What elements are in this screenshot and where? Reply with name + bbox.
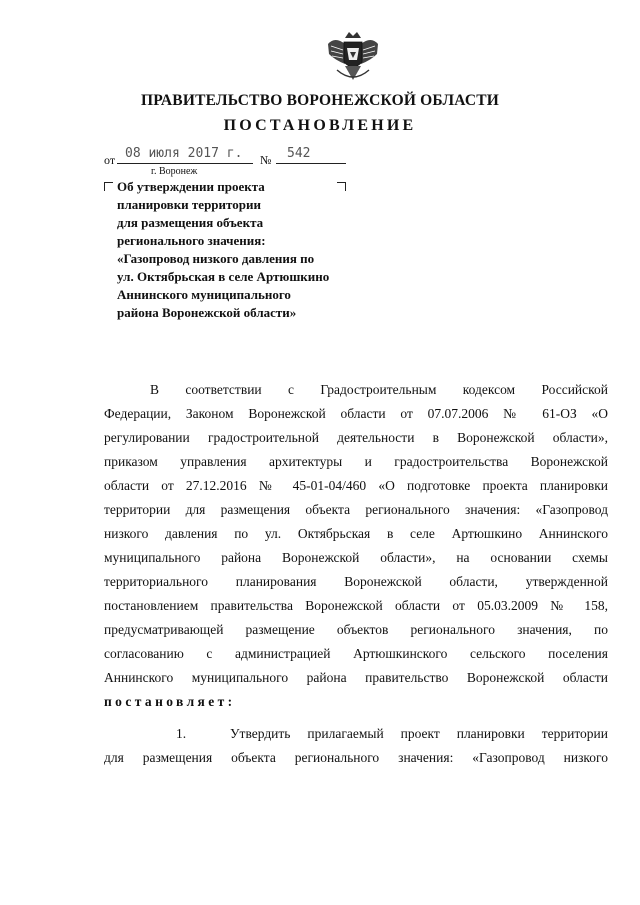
coat-of-arms-emblem (323, 30, 383, 84)
body-line: муниципального района Воронежской области», на основании схемы (104, 550, 608, 565)
subject-line: «Газопровод низкого давления по (117, 251, 315, 266)
document-date: 08 июля 2017 г. (125, 146, 243, 161)
document-type: ПОСТАНОВЛЕНИЕ (223, 117, 417, 134)
body-line: области от 27.12.2016 № 45-01-04/460 «О подготовке проекта планировки (104, 478, 608, 493)
subject-line: Об утверждении проекта (117, 179, 265, 194)
body-line: регулировании градостроительной деятельности в Воронежской области», (104, 430, 608, 445)
decree-word: постановляет: (104, 694, 236, 709)
subject-line: для размещения объекта (117, 215, 264, 230)
item-1-line: для размещения объекта регионального значения: «Газопровод низкого (104, 750, 608, 765)
item-number: 1. (176, 726, 187, 741)
body-line: согласованию с администрацией Артюшкинского сельского поселения (104, 646, 608, 661)
city-label: г. Воронеж (151, 166, 198, 177)
body-line: территориального планирования Воронежской области, утвержденной (104, 574, 608, 589)
document-subject (117, 178, 377, 322)
date-prefix: от (104, 153, 116, 167)
subject-line: ул. Октябрьская в селе Артюшкино (117, 269, 330, 284)
number-underline (276, 163, 346, 164)
body-line: В соответствии с Градостроительным кодексом Российской (150, 382, 608, 397)
number-prefix: № (260, 153, 272, 167)
date-underline (117, 163, 253, 164)
government-name: ПРАВИТЕЛЬСТВО ВОРОНЕЖСКОЙ ОБЛАСТИ (140, 92, 500, 109)
corner-mark-left (104, 182, 113, 191)
body-line: постановлением правительства Воронежской области от 05.03.2009 № 158, (104, 598, 608, 613)
body-line: Аннинского муниципального района правительство Воронежской области (104, 670, 608, 685)
subject-line: района Воронежской области» (117, 305, 297, 320)
subject-line: Аннинского муниципального (117, 287, 291, 302)
subject-line: планировки территории (117, 197, 261, 212)
body-line: Федерации, Законом Воронежской области от 07.07.2006 № 61-ОЗ «О (104, 406, 608, 421)
body-line: территории для размещения объекта регионального значения: «Газопровод (104, 502, 608, 517)
document-number: 542 (287, 146, 311, 161)
body-line: приказом управления архитектуры и градостроительства Воронежской (104, 454, 608, 469)
document-body (104, 379, 608, 799)
item-1-line: Утвердить прилагаемый проект планировки территории (230, 726, 608, 741)
body-line: предусматривающей размещение объектов регионального значения, по (104, 622, 608, 637)
body-line: низкого давления по ул. Октябрьская в селе Артюшкино Аннинского (104, 526, 608, 541)
subject-line: регионального значения: (117, 233, 266, 248)
